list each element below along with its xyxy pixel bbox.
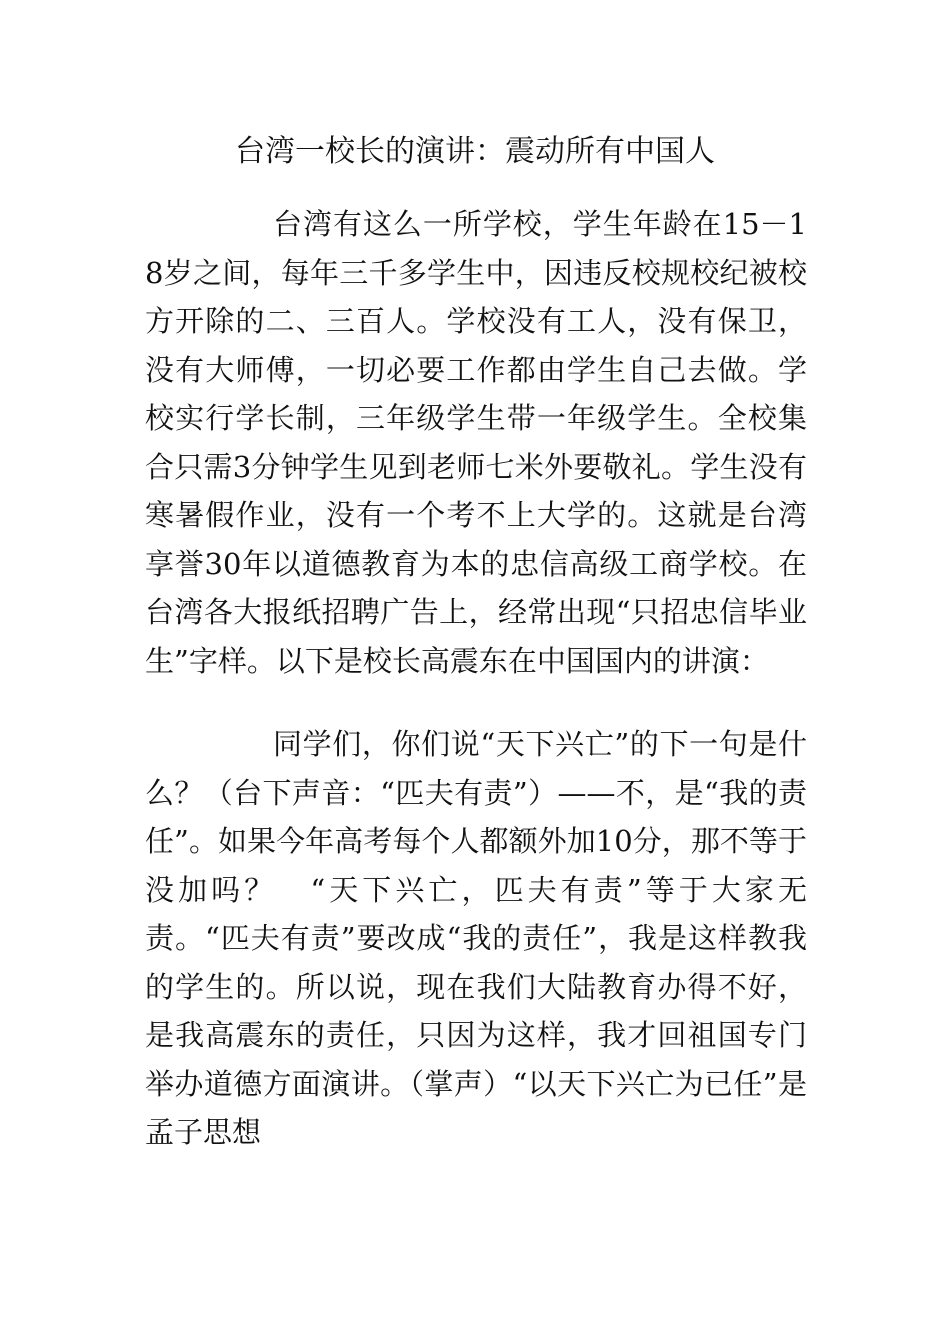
paragraph-intro: 台湾有这么一所学校，学生年龄在15－18岁之间，每年三千多学生中，因违反校规校纪被校方开除的二、三百人。学校没有工人，没有保卫，没有大师傅，一切必要工作都由学生自己去做。学校实行学长制，三年级学生带一年级学生。全校集合只需3分钟学生见到老师七米外要敬礼。学生没有寒暑假作业，没有一个考不上大学的。这就是台湾享誉30年以道德教育为本的忠信高级工商学校。在台湾各大报纸招聘广告上，经常出现“只招忠信毕业生”字样。以下是校长高震东在中国国内的讲演： [145,207,807,678]
paragraph-speech: 同学们，你们说“天下兴亡”的下一句是什么？（台下声音：“匹夫有责”）——不，是“我的责任”。如果今年高考每个人都额外加10分，那不等于没加吗？ “天下兴亡，匹夫有责”等于大家无责。“匹夫有责”要改成“我的责任”，我是这样教我的学生的。所以说，现在我们大陆教育办得不好，是我高震东的责任，只因为这样，我才回祖国专门举办道德方面演讲。（掌声）“以天下兴亡为已任”是孟子思想 [145,727,807,1149]
page-title: 台湾一校长的演讲：震动所有中国人 [235,134,715,169]
